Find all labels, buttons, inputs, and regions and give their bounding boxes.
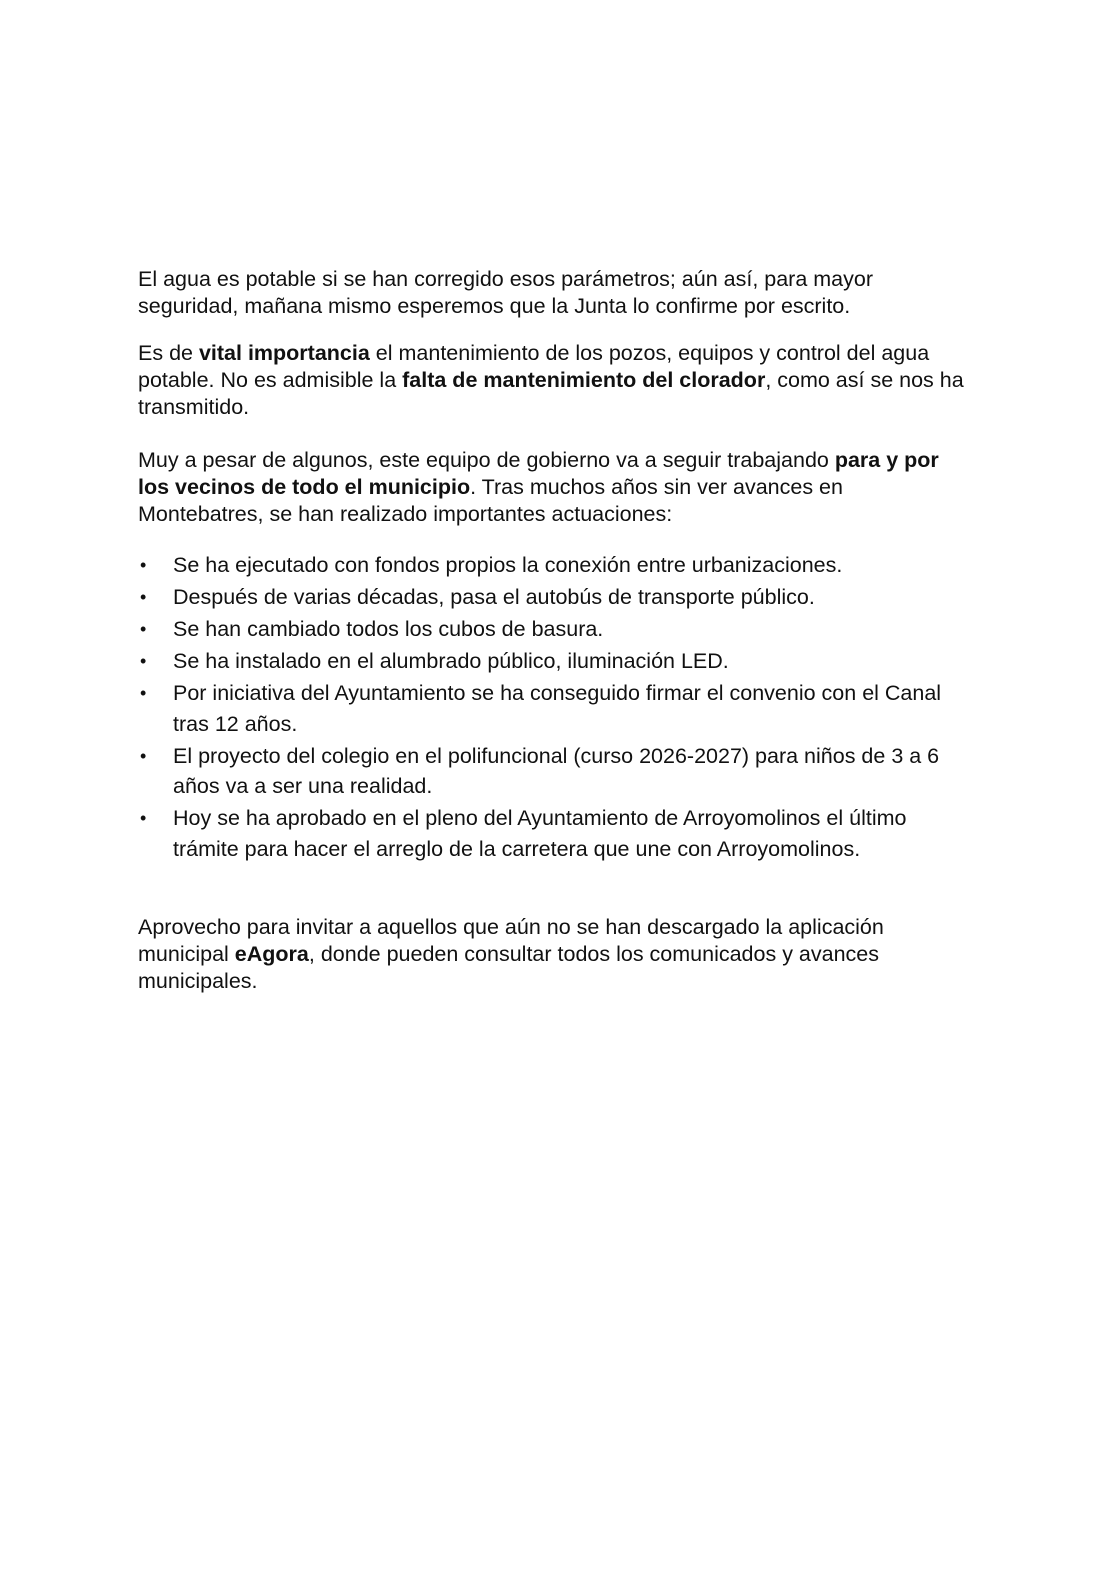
paragraph-text: Aprovecho para invitar a aquellos que aún no se han descargado la aplicación municipal	[138, 915, 884, 966]
paragraph-water-potable	[138, 266, 968, 320]
list-item-text: Después de varias décadas, pasa el autobús de transporte público.	[173, 585, 815, 609]
bold-text: vital importancia	[198, 341, 370, 365]
list-item-text: Se ha instalado en el alumbrado público, iluminación LED.	[173, 649, 729, 673]
bullet-icon: •	[140, 683, 147, 703]
list-item-text: Por iniciativa del Ayuntamiento se ha conseguido firmar el convenio con el Canal tras 12 años.	[173, 681, 942, 736]
bullet-icon: •	[140, 619, 147, 639]
paragraph-text: Muy a pesar de algunos, este equipo de gobierno va a seguir trabajando	[138, 448, 835, 472]
bullet-icon: •	[140, 808, 147, 828]
bold-text: para y por los vecinos de todo el municipio	[138, 448, 939, 499]
list-item	[138, 614, 968, 645]
list-item	[138, 582, 968, 613]
actions-bullet-list	[138, 550, 968, 864]
bullet-icon: •	[140, 651, 147, 671]
paragraph-text: . Tras muchos años sin ver avances en Montebatres, se han realizado importantes actuaciones:	[138, 475, 843, 526]
bold-text: falta de mantenimiento del clorador	[402, 368, 766, 392]
paragraph-text: El agua es potable si se han corregido esos parámetros; aún así, para mayor seguridad, mañana mismo esperemos que la Junta lo confirme por escrito.	[138, 267, 873, 318]
bullet-icon: •	[140, 745, 147, 766]
list-item-text: Hoy se ha aprobado en el pleno del Ayuntamiento de Arroyomolinos el último trámite para hacer el arreglo de la carretera que une con Arroyomolinos.	[173, 806, 907, 861]
bullet-icon: •	[140, 587, 147, 607]
document-body	[138, 266, 968, 995]
list-item-text: El proyecto del colegio en el polifuncional (curso 2026-2027) para niños de 3 a 6 años va a ser una realidad.	[173, 743, 940, 798]
bold-text: eAgora	[234, 942, 309, 966]
paragraph-text: , donde pueden consultar todos los comunicados y avances municipales.	[138, 942, 879, 993]
paragraph-maintenance	[138, 340, 968, 421]
list-item	[138, 741, 968, 802]
paragraph-text: el mantenimiento de los pozos, equipos y control del agua potable. No es admisible la	[138, 341, 930, 392]
bullet-icon: •	[140, 555, 147, 575]
list-item	[138, 803, 968, 864]
list-item	[138, 646, 968, 677]
list-item-text: Se han cambiado todos los cubos de basura.	[173, 617, 604, 641]
list-item	[138, 678, 968, 739]
paragraph-text: , como así se nos ha transmitido.	[138, 368, 964, 419]
paragraph-eagora-invite	[138, 914, 968, 995]
list-item-text: Se ha ejecutado con fondos propios la conexión entre urbanizaciones.	[173, 553, 843, 577]
paragraph-text: Es de	[138, 341, 199, 365]
list-item	[138, 550, 968, 581]
paragraph-government-work	[138, 447, 968, 528]
